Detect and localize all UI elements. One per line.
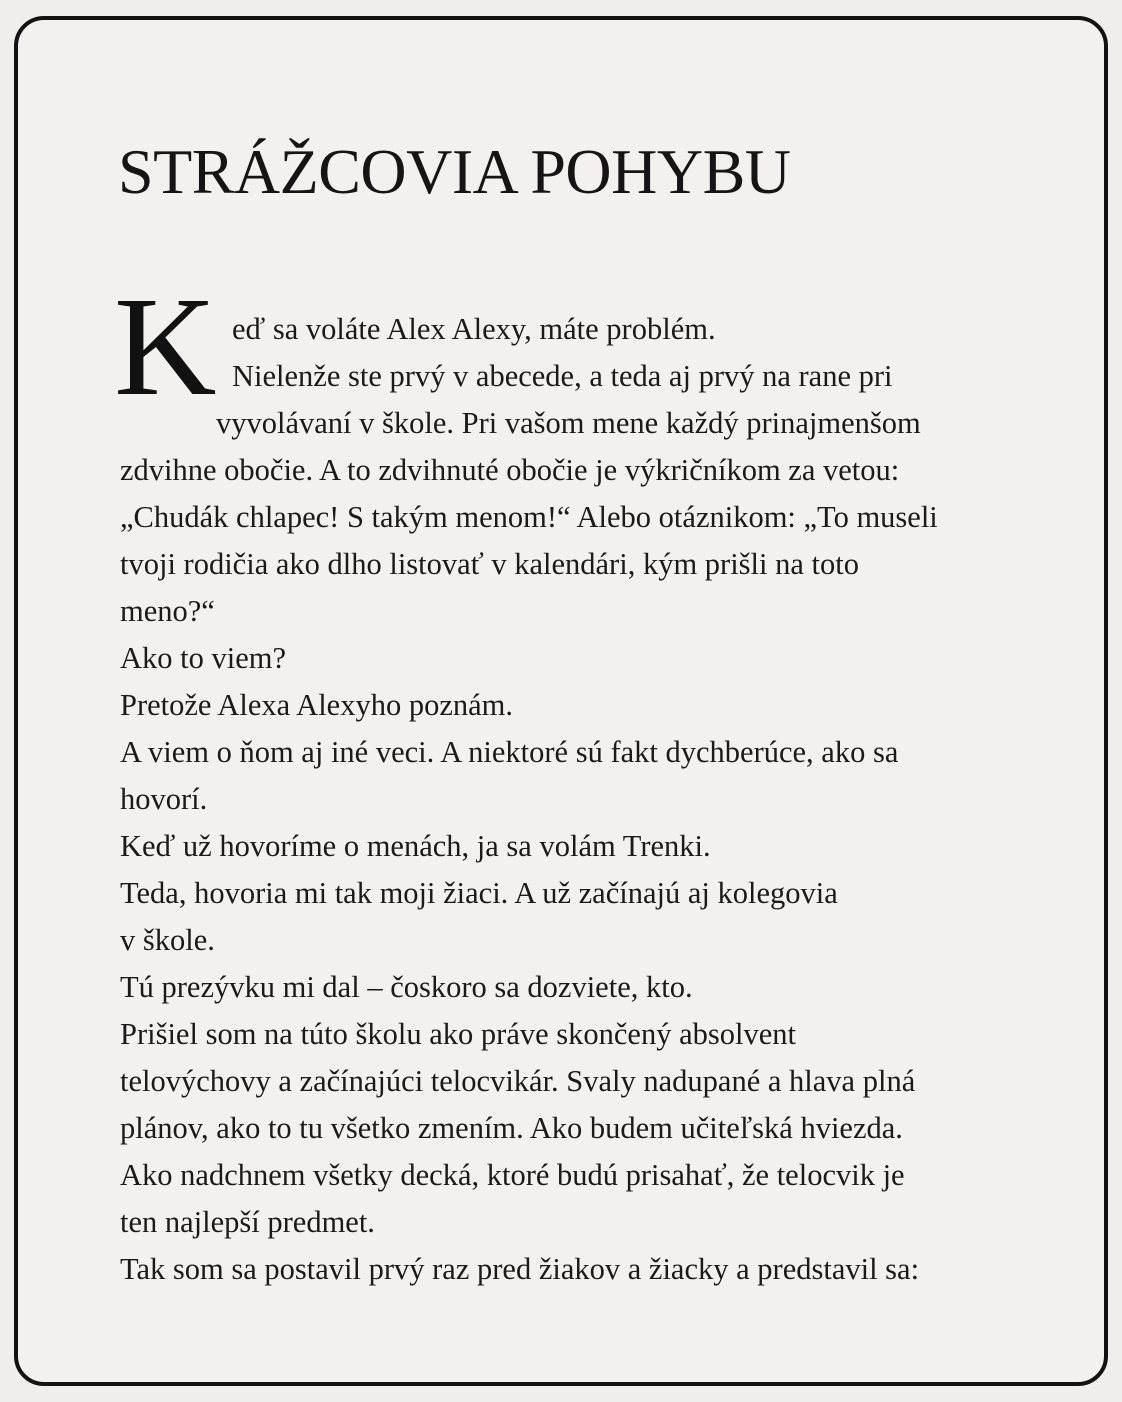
body-text [120, 306, 1020, 1293]
text-line: telovýchovy a začínajúci telocvikár. Svaly nadupané a hlava plná [120, 1064, 916, 1098]
text-line: Tú prezývku mi dal – čoskoro sa dozviete, kto. [120, 970, 693, 1004]
text-line: Keď už hovoríme o menách, ja sa volám Trenki. [120, 829, 711, 863]
text-line: Teda, hovoria mi tak moji žiaci. A už začínajú aj kolegovia [120, 876, 838, 910]
text-line: vyvolávaní v škole. Pri vašom mene každý prinajmenšom [216, 406, 921, 440]
text-line: ten najlepší predmet. [120, 1205, 375, 1239]
text-line: Tak som sa postavil prvý raz pred žiakov a žiacky a predstavil sa: [120, 1252, 920, 1286]
chapter-title: STRÁŽCOVIA POHYBU [118, 136, 791, 207]
text-line: Nielenže ste prvý v abecede, a teda aj prvý na rane pri [232, 359, 893, 393]
text-line: plánov, ako to tu všetko zmením. Ako budem učiteľská hviezda. [120, 1111, 903, 1145]
text-line: hovorí. [120, 782, 208, 816]
text-line: meno?“ [120, 594, 215, 628]
text-line: tvoji rodičia ako dlho listovať v kalendári, kým prišli na toto [120, 547, 859, 581]
text-line: Pretože Alexa Alexyho poznám. [120, 688, 514, 722]
text-line: v škole. [120, 923, 215, 957]
text-line: A viem o ňom aj iné veci. A niektoré sú fakt dychberúce, ako sa [120, 735, 899, 769]
text-line: Ako nadchnem všetky decká, ktoré budú prisahať, že telocvik je [120, 1158, 905, 1192]
text-line: Prišiel som na túto školu ako práve skončený absolvent [120, 1017, 796, 1051]
text-line: eď sa voláte Alex Alexy, máte problém. [232, 312, 716, 346]
drop-cap: K [114, 267, 217, 425]
text-line: „Chudák chlapec! S takým menom!“ Alebo otáznikom: „To museli [120, 500, 938, 534]
text-line: zdvihne obočie. A to zdvihnuté obočie je výkričníkom za vetou: [120, 453, 900, 487]
text-line: Ako to viem? [120, 641, 287, 675]
